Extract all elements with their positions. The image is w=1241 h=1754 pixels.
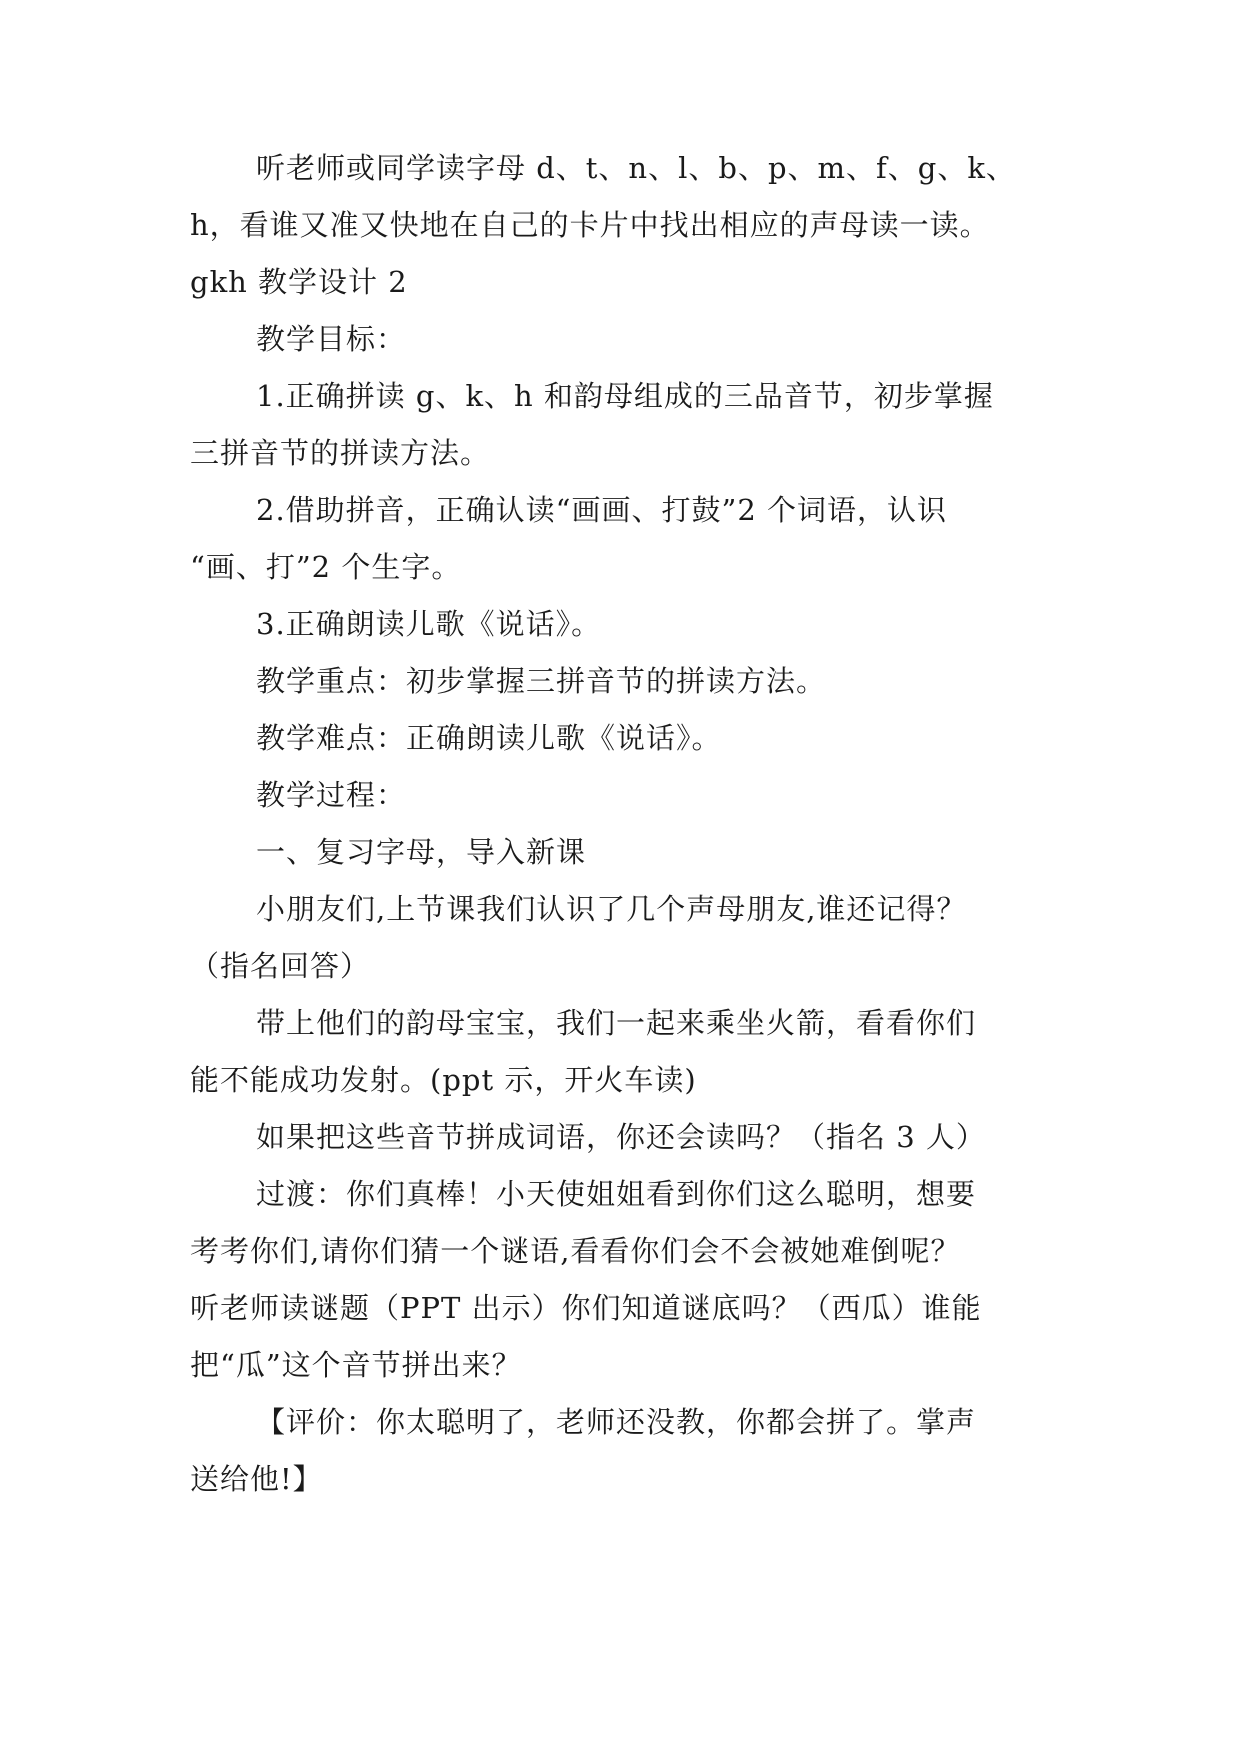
paragraph-line: （指名回答）	[190, 949, 371, 983]
difficulty-line: 教学难点：正确朗读儿歌《说话》。	[256, 721, 722, 755]
paragraph-line: 如果把这些音节拼成词语，你还会读吗？（指名 3 人）	[256, 1120, 986, 1154]
paragraph-line: 听老师读谜题（PPT 出示）你们知道谜底吗？（西瓜）谁能	[190, 1291, 982, 1325]
objective-1-line: 1.正确拼读 g、k、h 和韵母组成的三品音节，初步掌握	[256, 379, 994, 413]
objective-1-line: 三拼音节的拼读方法。	[190, 436, 491, 470]
heading-objectives: 教学目标：	[256, 322, 407, 356]
paragraph-line: 小朋友们,上节课我们认识了几个声母朋友,谁还记得？	[256, 892, 967, 926]
section-title: gkh 教学设计 2	[190, 265, 408, 299]
paragraph-line: 带上他们的韵母宝宝，我们一起来乘坐火箭，看看你们	[256, 1006, 977, 1040]
paragraph-line: 能不能成功发射。(ppt 示，开火车读)	[190, 1063, 697, 1097]
objective-2-line: 2.借助拼音，正确认读“画画、打鼓”2 个词语，认识	[256, 493, 947, 527]
paragraph-line: 把“瓜”这个音节拼出来？	[190, 1348, 522, 1382]
key-point-line: 教学重点：初步掌握三拼音节的拼读方法。	[256, 664, 827, 698]
objective-2-line: “画、打”2 个生字。	[190, 550, 462, 584]
paragraph-line: h，看谁又准又快地在自己的卡片中找出相应的声母读一读。	[190, 208, 990, 242]
paragraph-line: 考考你们,请你们猜一个谜语,看看你们会不会被她难倒呢？	[190, 1234, 961, 1268]
evaluation-line: 【评价：你太聪明了，老师还没教，你都会拼了。掌声	[256, 1405, 977, 1439]
objective-3-line: 3.正确朗读儿歌《说话》。	[256, 607, 602, 641]
step-heading: 一、复习字母，导入新课	[256, 835, 587, 869]
heading-process: 教学过程：	[256, 778, 407, 812]
evaluation-line: 送给他!】	[190, 1462, 323, 1496]
paragraph-line: 过渡：你们真棒！小天使姐姐看到你们这么聪明，想要	[256, 1177, 977, 1211]
paragraph-line: 听老师或同学读字母 d、t、n、l、b、p、m、f、g、k、	[256, 151, 1016, 185]
